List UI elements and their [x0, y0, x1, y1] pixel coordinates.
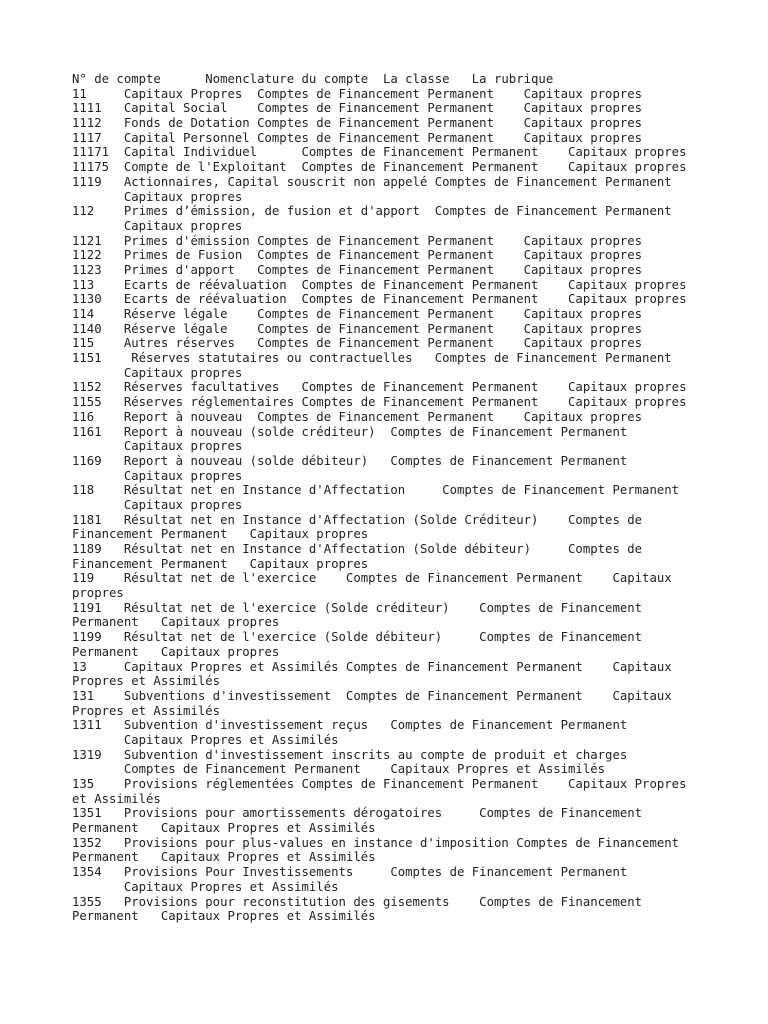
- document-line: Capitaux propres: [72, 439, 243, 454]
- document-line: 1151 Réserves statutaires ou contractuelles Comptes de Financement Permanent: [72, 351, 672, 366]
- document-line: 115 Autres réserves Comptes de Financement Permanent Capitaux propres: [72, 336, 643, 351]
- document-line: 1152 Réserves facultatives Comptes de Financement Permanent Capitaux propres: [72, 380, 687, 395]
- document-line: 1189 Résultat net en Instance d'Affectation (Solde débiteur) Comptes de: [72, 542, 643, 556]
- document-line: 1121 Primes d'émission Comptes de Financement Permanent Capitaux propres: [72, 233, 643, 248]
- document-line: 119 Résultat net de l'exercice Comptes de Financement Permanent Capitaux: [72, 571, 672, 586]
- document-line: Financement Permanent Capitaux propres: [72, 527, 369, 542]
- document-line: 1122 Primes de Fusion Comptes de Financement Permanent Capitaux propres: [72, 248, 643, 263]
- document-line: 1140 Réserve légale Comptes de Financement Permanent Capitaux propres: [72, 321, 643, 336]
- document-line: Permanent Capitaux propres: [72, 615, 280, 630]
- document-line: 1311 Subvention d'investissement reçus Comptes de Financement Permanent: [72, 718, 628, 733]
- document-line: 1123 Primes d'apport Comptes de Financement Permanent Capitaux propres: [72, 262, 643, 277]
- document-line: 112 Primes d’émission, de fusion et d'apport Comptes de Financement Permanent: [72, 204, 672, 219]
- document-line: Permanent Capitaux Propres et Assimilés: [72, 821, 376, 836]
- document-line: 1117 Capital Personnel Comptes de Financement Permanent Capitaux propres: [72, 130, 643, 145]
- document-line: Capitaux propres: [72, 365, 243, 380]
- document-line: 1111 Capital Social Comptes de Financement Permanent Capitaux propres: [72, 101, 643, 116]
- document-line: 1354 Provisions Pour Investissements Comptes de Financement Permanent: [72, 865, 628, 880]
- document-line: 11175 Compte de l'Exploitant Comptes de Financement Permanent Capitaux propres: [72, 160, 687, 175]
- document-line: 11171 Capital Individuel Comptes de Financement Permanent Capitaux propres: [72, 145, 687, 160]
- document-line: Capitaux propres: [72, 189, 243, 204]
- document-line: N° de compte Nomenclature du compte La classe La rubrique: [72, 72, 554, 86]
- document-line: 11 Capitaux Propres Comptes de Financement Permanent Capitaux propres: [72, 86, 643, 101]
- document-line: Propres et Assimilés: [72, 703, 221, 718]
- document-line: Capitaux propres: [72, 468, 243, 483]
- document-line: Financement Permanent Capitaux propres: [72, 556, 369, 571]
- document-line: 1352 Provisions pour plus-values en instance d'imposition Comptes de Financement: [72, 835, 680, 850]
- document-line: 1119 Actionnaires, Capital souscrit non appelé Comptes de Financement Permanent: [72, 174, 672, 189]
- document-line: 1319 Subvention d'investissement inscrits au compte de produit et charges: [72, 747, 628, 762]
- document-body: [72, 72, 692, 924]
- document-line: Capitaux Propres et Assimilés: [72, 732, 339, 747]
- document-line: 1355 Provisions pour reconstitution des gisements Comptes de Financement: [72, 894, 643, 909]
- document-line: propres: [72, 586, 124, 601]
- document-line: Capitaux Propres et Assimilés: [72, 879, 339, 894]
- document-line: Permanent Capitaux Propres et Assimilés: [72, 850, 376, 865]
- document-line: 135 Provisions réglementées Comptes de Financement Permanent Capitaux Propres: [72, 777, 687, 791]
- document-line: Permanent Capitaux propres: [72, 644, 280, 659]
- document-line: 1112 Fonds de Dotation Comptes de Financement Permanent Capitaux propres: [72, 116, 643, 131]
- document-line: 114 Réserve légale Comptes de Financement Permanent Capitaux propres: [72, 307, 643, 321]
- document-line: Propres et Assimilés: [72, 674, 221, 689]
- document-line: 1169 Report à nouveau (solde débiteur) Comptes de Financement Permanent: [72, 453, 628, 468]
- document-line: Capitaux propres: [72, 497, 243, 512]
- document-line: 1181 Résultat net en Instance d'Affectation (Solde Créditeur) Comptes de: [72, 512, 643, 527]
- document-line: et Assimilés: [72, 791, 161, 806]
- document-line: 1155 Réserves réglementaires Comptes de Financement Permanent Capitaux propres: [72, 395, 687, 410]
- document-line: 131 Subventions d'investissement Comptes de Financement Permanent Capitaux: [72, 688, 672, 703]
- document-line: 116 Report à nouveau Comptes de Financement Permanent Capitaux propres: [72, 409, 643, 424]
- document-line: 1199 Résultat net de l'exercice (Solde débiteur) Comptes de Financement: [72, 630, 643, 645]
- document-line: 1191 Résultat net de l'exercice (Solde créditeur) Comptes de Financement: [72, 600, 643, 615]
- document-line: 1130 Ecarts de réévaluation Comptes de Financement Permanent Capitaux propres: [72, 292, 687, 307]
- document-line: Comptes de Financement Permanent Capitaux Propres et Assimilés: [72, 762, 606, 777]
- document-line: 1351 Provisions pour amortissements dérogatoires Comptes de Financement: [72, 806, 643, 821]
- document-line: 1161 Report à nouveau (solde créditeur) Comptes de Financement Permanent: [72, 424, 628, 439]
- document-line: Permanent Capitaux Propres et Assimilés: [72, 909, 376, 924]
- document-line: 113 Ecarts de réévaluation Comptes de Financement Permanent Capitaux propres: [72, 277, 687, 292]
- document-line: Capitaux propres: [72, 218, 243, 233]
- document-line: 118 Résultat net en Instance d'Affectation Comptes de Financement Permanent: [72, 483, 680, 498]
- document-line: 13 Capitaux Propres et Assimilés Comptes de Financement Permanent Capitaux: [72, 659, 672, 674]
